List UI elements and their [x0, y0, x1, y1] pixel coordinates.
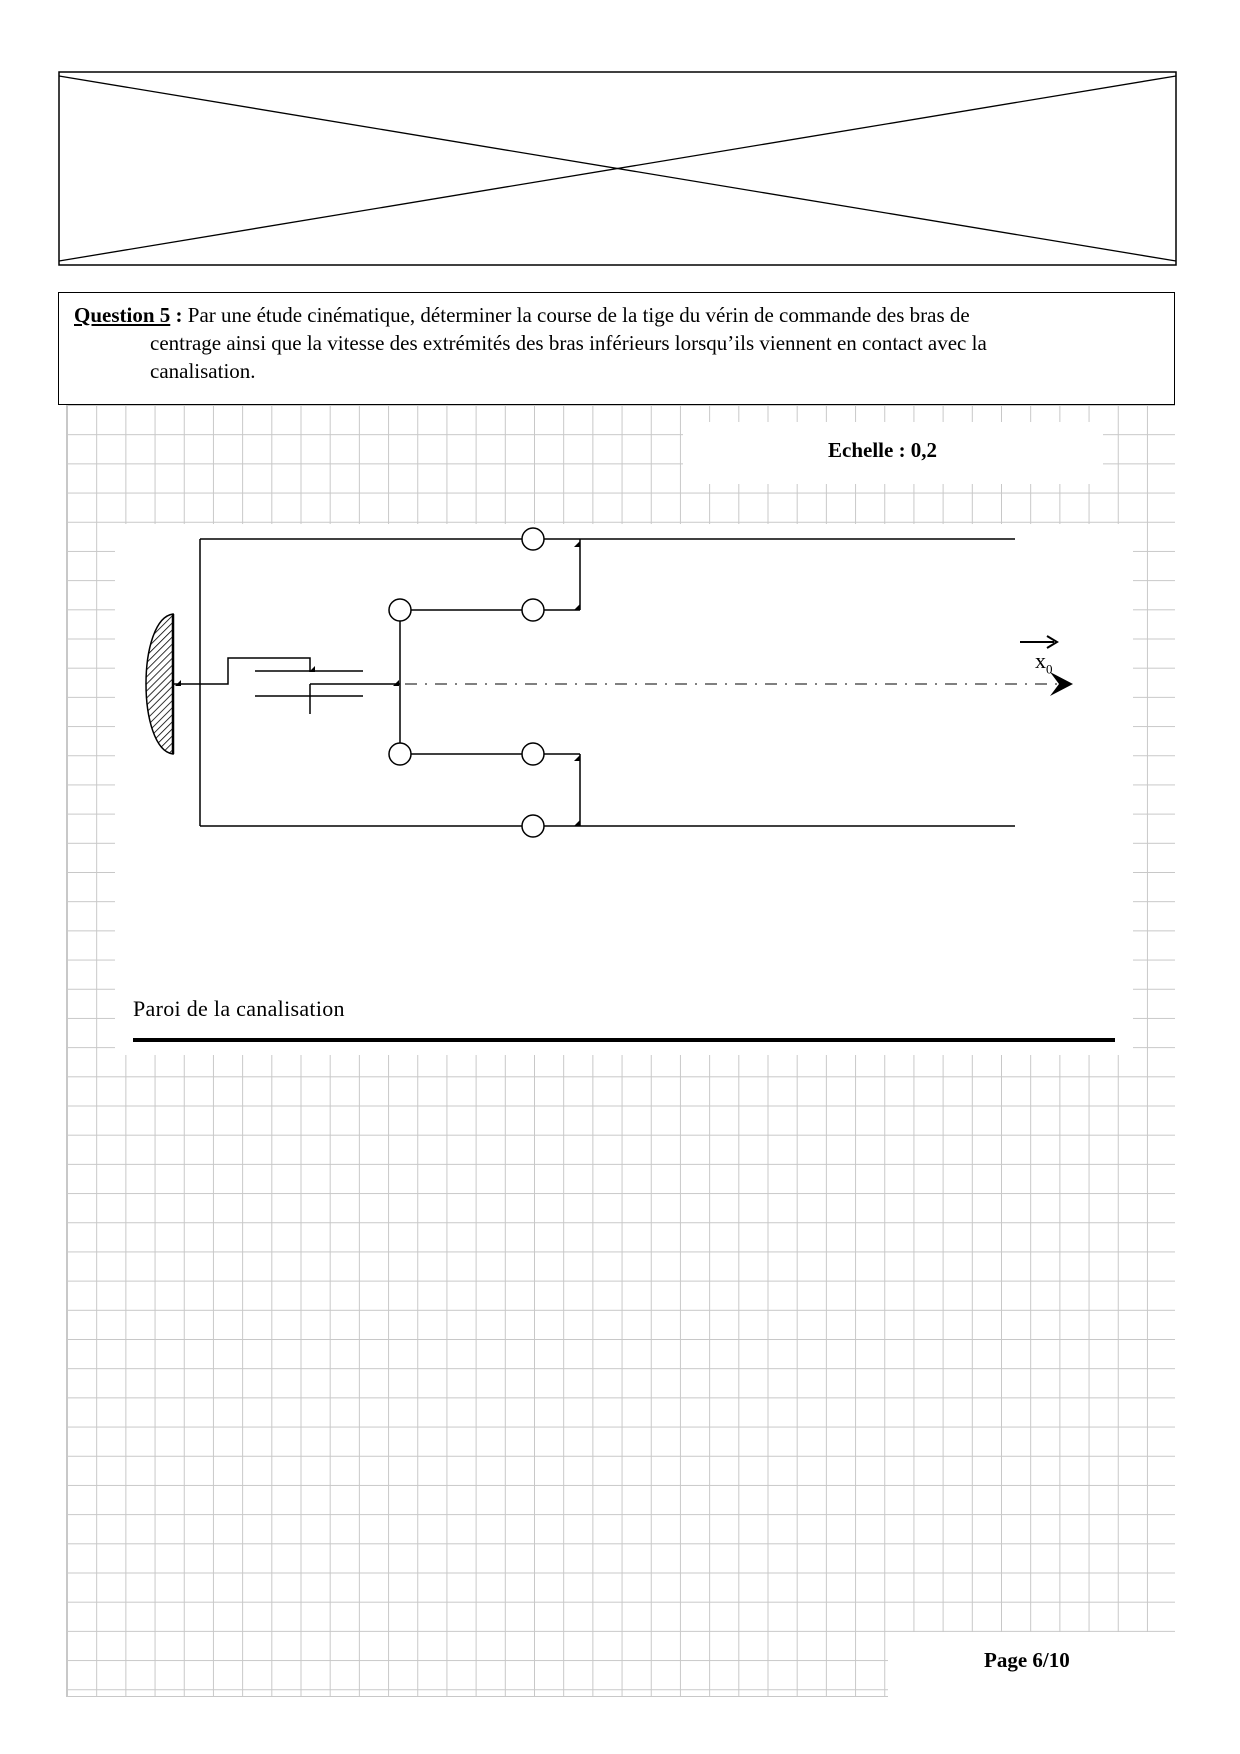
scale-panel — [683, 422, 1103, 484]
question-label: Question 5 — [74, 303, 171, 327]
drawing-area — [115, 524, 1133, 1055]
question-box — [58, 292, 1175, 405]
wall-line — [133, 1038, 1115, 1042]
wall-label: Paroi de la canalisation — [133, 996, 345, 1021]
question-text — [74, 301, 1164, 385]
page-footer — [888, 1632, 1178, 1698]
ground-hatch-icon — [146, 614, 173, 754]
axis-label — [1035, 648, 1053, 677]
scale-label: Echelle : 0,2 — [828, 438, 938, 462]
pivot-joint-icon — [522, 743, 544, 765]
cylinder-icon — [200, 658, 400, 714]
crossed-header-box — [58, 71, 1177, 266]
axis-arrow-icon — [1050, 672, 1073, 696]
pivot-joint-icon — [389, 743, 411, 765]
pivot-joint-icon — [522, 815, 544, 837]
axis-subscript: 0 — [1046, 661, 1053, 677]
pivot-joint-icon — [389, 599, 411, 621]
question-line-2: centrage ainsi que la vitesse des extrémités des bras inférieurs lorsqu’ils viennent en contact avec la — [150, 331, 987, 355]
question-colon: : — [170, 303, 183, 327]
mechanism-diagram — [115, 524, 1133, 1055]
page-number: Page 6/10 — [984, 1648, 1070, 1672]
question-line-1: Par une étude cinématique, déterminer la course de la tige du vérin de commande des bras de — [182, 303, 970, 327]
pivot-joint-icon — [522, 599, 544, 621]
axis-symbol: x — [1035, 648, 1046, 673]
question-line-3: canalisation. — [150, 359, 256, 383]
pivot-joint-icon — [522, 528, 544, 550]
